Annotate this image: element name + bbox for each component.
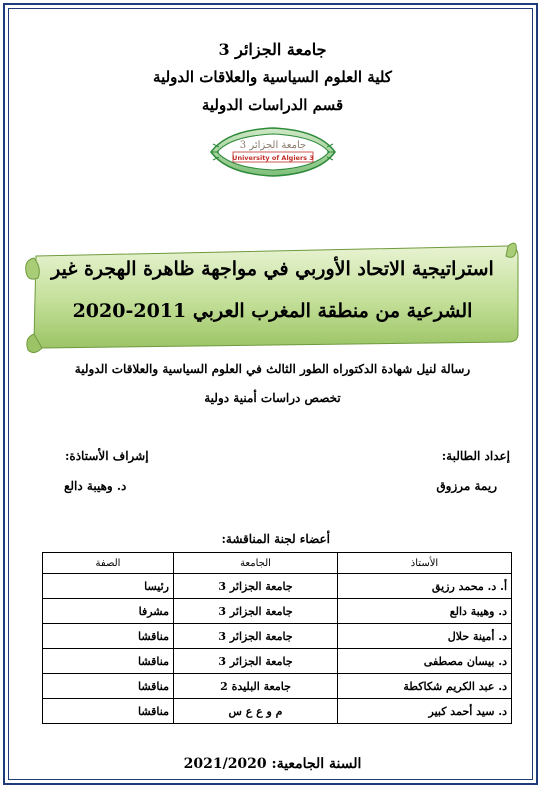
cell-professor: د. أمينة حلال <box>338 624 512 649</box>
table-row <box>43 574 512 599</box>
cell-professor: د. سيد أحمد كبير <box>338 699 512 724</box>
header-university: الجامعة <box>174 553 338 574</box>
cell-role: رئيسا <box>43 574 174 599</box>
cell-university: جامعة الجزائر 3 <box>174 624 338 649</box>
cell-university: جامعة البليدة 2 <box>174 674 338 699</box>
cell-role: مشرفا <box>43 599 174 624</box>
table-row <box>43 699 512 724</box>
logo-text-en: University of Algiers 3 <box>232 154 314 162</box>
specialization: تخصص دراسات أمنية دولية <box>204 391 341 405</box>
thesis-title-line2: الشرعية من منطقة المغرب العربي 2011-2020 <box>72 300 473 322</box>
table-header-row <box>43 553 512 574</box>
title-scroll-banner <box>22 238 522 358</box>
table-row <box>43 674 512 699</box>
student-label: إعداد الطالبة: <box>441 449 510 463</box>
cell-role: مناقشا <box>43 649 174 674</box>
committee-table <box>42 552 512 724</box>
cell-role: مناقشا <box>43 674 174 699</box>
faculty-name: كلية العلوم السياسية والعلاقات الدولية <box>153 68 392 86</box>
table-row <box>43 649 512 674</box>
cell-role: مناقشا <box>43 624 174 649</box>
cell-university: جامعة الجزائر 3 <box>174 599 338 624</box>
cell-professor: د. عبد الكريم شكاكطة <box>338 674 512 699</box>
committee-title: أعضاء لجنة المناقشة: <box>221 532 330 546</box>
thesis-title-line1: استراتيجية الاتحاد الأوربي في مواجهة ظاهرة الهجرة غير <box>51 258 494 280</box>
department-name: قسم الدراسات الدولية <box>201 96 344 114</box>
cell-professor: د. بيسان مصطفى <box>338 649 512 674</box>
supervisor-name: د. وهيبة دالع <box>64 479 127 493</box>
cell-university: جامعة الجزائر 3 <box>174 649 338 674</box>
table-row <box>43 599 512 624</box>
academic-year: السنة الجامعية: 2021/2020 <box>183 756 362 772</box>
cell-university: م و ع ع س <box>174 699 338 724</box>
cell-role: مناقشا <box>43 699 174 724</box>
cell-professor: أ. د. محمد رزيق <box>338 574 512 599</box>
header-professor: الأستاذ <box>338 553 512 574</box>
table-row <box>43 624 512 649</box>
supervisor-label: إشراف الأستاذة: <box>65 449 149 463</box>
university-logo-icon <box>207 124 339 180</box>
cell-university: جامعة الجزائر 3 <box>174 574 338 599</box>
thesis-description: رسالة لنيل شهادة الدكتوراه الطور الثالث في العلوم السياسية والعلاقات الدولية <box>74 362 471 376</box>
university-name: جامعة الجزائر 3 <box>218 40 327 59</box>
cell-professor: د. وهيبة دالع <box>338 599 512 624</box>
header-role: الصفة <box>43 553 174 574</box>
logo-text-ar: جامعة الجزائر 3 <box>239 140 307 151</box>
student-name: ريمة مرزوق <box>436 479 497 493</box>
